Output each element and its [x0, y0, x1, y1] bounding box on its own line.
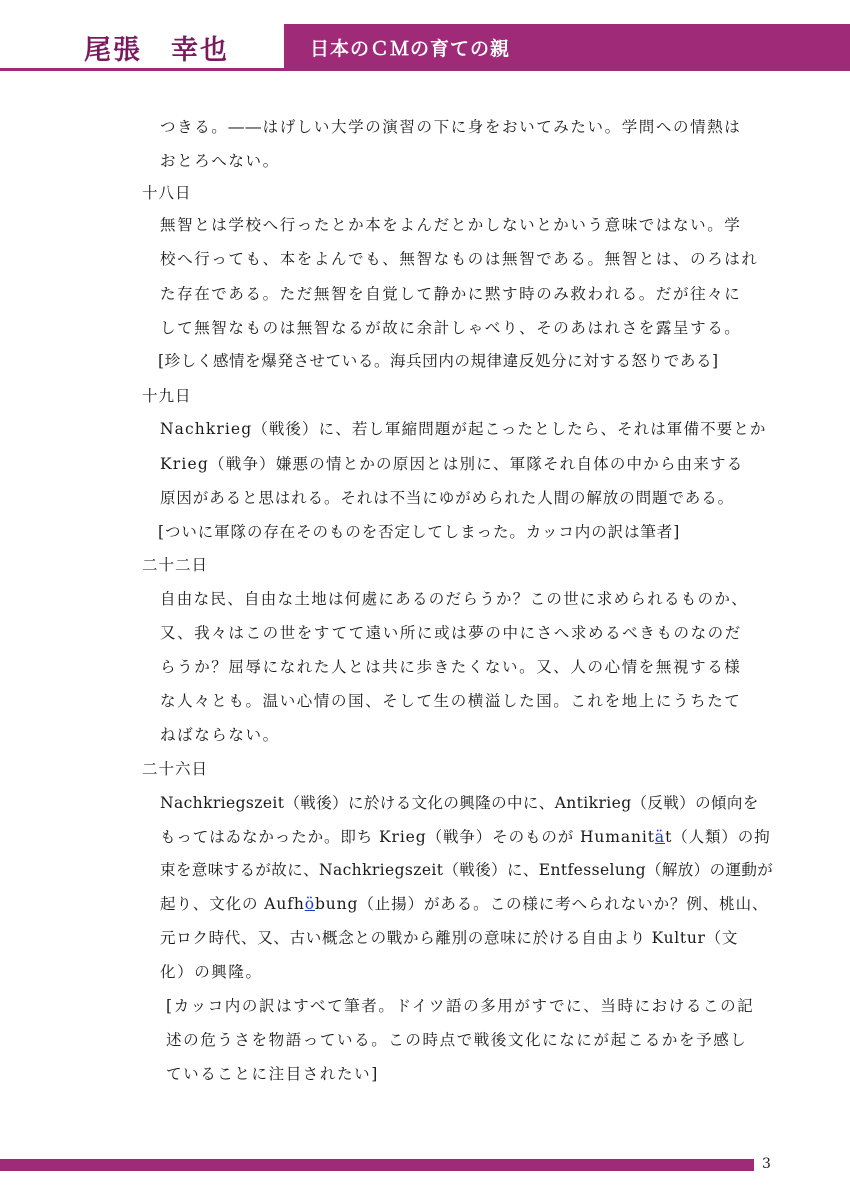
text-line: Krieg（戦争）嫌悪の情とかの原因とは別に、軍隊それ自体の中から由来する: [160, 455, 744, 473]
page-number: 3: [762, 1156, 771, 1172]
text-line: 又、我々はこの世をすてて遠い所に或は夢の中にさへ求めるべきものなのだ: [160, 624, 742, 642]
text-line: 原因があると思はれる。それは不当にゆがめられた人間の解放の問題である。: [160, 489, 735, 507]
text-fragment: bung（止揚）がある。この様に考へられないか？例、桃山、: [314, 895, 769, 913]
title-banner: [284, 24, 850, 69]
text-line: [160, 827, 771, 847]
text-line: 化）の興隆。: [160, 963, 263, 981]
umlaut-link[interactable]: ö: [304, 895, 315, 913]
text-line: な人々とも。温い心情の国、そして生の横溢した国。これを地上にうちたて: [160, 692, 742, 710]
editor-note: [珍しく感情を爆発させている。海兵団内の規律違反処分に対する怒りである]: [158, 352, 719, 370]
text-line: して無智なものは無智なるが故に余計しゃべり、そのあはれさを露呈する。: [160, 319, 742, 337]
page-header: [0, 24, 850, 70]
text-line: 元ロク時代、又、古い概念との戰から離別の意味に於ける自由より Kultur（文: [160, 929, 739, 947]
text-line: Nachkrieg（戦後）に、若し軍縮問題が起こったとしたら、それは軍備不要とか: [160, 420, 767, 438]
text-line: た存在である。ただ無智を自覚して静かに黙す時のみ救われる。だが往々に: [160, 285, 742, 303]
editor-note: [カッコ内の訳はすべて筆者。ドイツ語の多用がすでに、当時におけるこの記: [166, 997, 755, 1015]
editor-note: 述の危うさを物語っている。この時点で戦後文化になにが起こるかを予感し: [166, 1031, 748, 1049]
footer-bar: [0, 1159, 754, 1171]
text-line: 自由な民、自由な土地は何處にあるのだらうか？この世に求められるものか、: [160, 590, 749, 608]
editor-note: [ついに軍隊の存在そのものを否定してしまった。カッコ内の訳は筆者]: [158, 523, 681, 541]
text-line: ねばならない。: [160, 726, 280, 744]
date-heading: 十八日: [142, 184, 192, 202]
text-line: おとろへない。: [160, 152, 280, 170]
document-title: 日本のＣＭの育ての親: [310, 38, 511, 60]
text-line: 校へ行っても、本をよんでも、無智なものは無智である。無智とは、のろはれ: [160, 250, 759, 268]
date-heading: 二十六日: [142, 760, 209, 778]
date-heading: 二十二日: [142, 556, 209, 574]
text-line: らうか？屈辱になれた人とは共に歩きたくない。又、人の心情を無視する様: [160, 658, 742, 676]
date-heading: 十九日: [142, 387, 192, 405]
text-fragment: もってはゐなかったか。即ち Krieg（戦争）そのものが Humanit: [160, 828, 655, 846]
author-name: 尾張 幸也: [84, 35, 229, 66]
umlaut-link[interactable]: ä: [654, 828, 666, 846]
text-line: 束を意味するが故に、Nachkriegszeit（戦後）に、Entfesselung（解放）の運動が: [160, 861, 774, 879]
text-line: [160, 894, 768, 914]
editor-note: ていることに注目されたい]: [166, 1065, 379, 1083]
text-fragment: t（人類）の拘: [665, 828, 771, 846]
text-line: つきる。――はげしい大学の演習の下に身をおいてみたい。学問への情熱は: [160, 118, 742, 136]
text-line: Nachkriegszeit（戦後）に於ける文化の興隆の中に、Antikrieg（反戦）の傾向を: [160, 794, 759, 812]
text-line: 無智とは学校へ行ったとか本をよんだとかしないとかいう意味ではない。学: [160, 216, 742, 234]
text-fragment: 起り、文化の Aufh: [160, 895, 305, 913]
